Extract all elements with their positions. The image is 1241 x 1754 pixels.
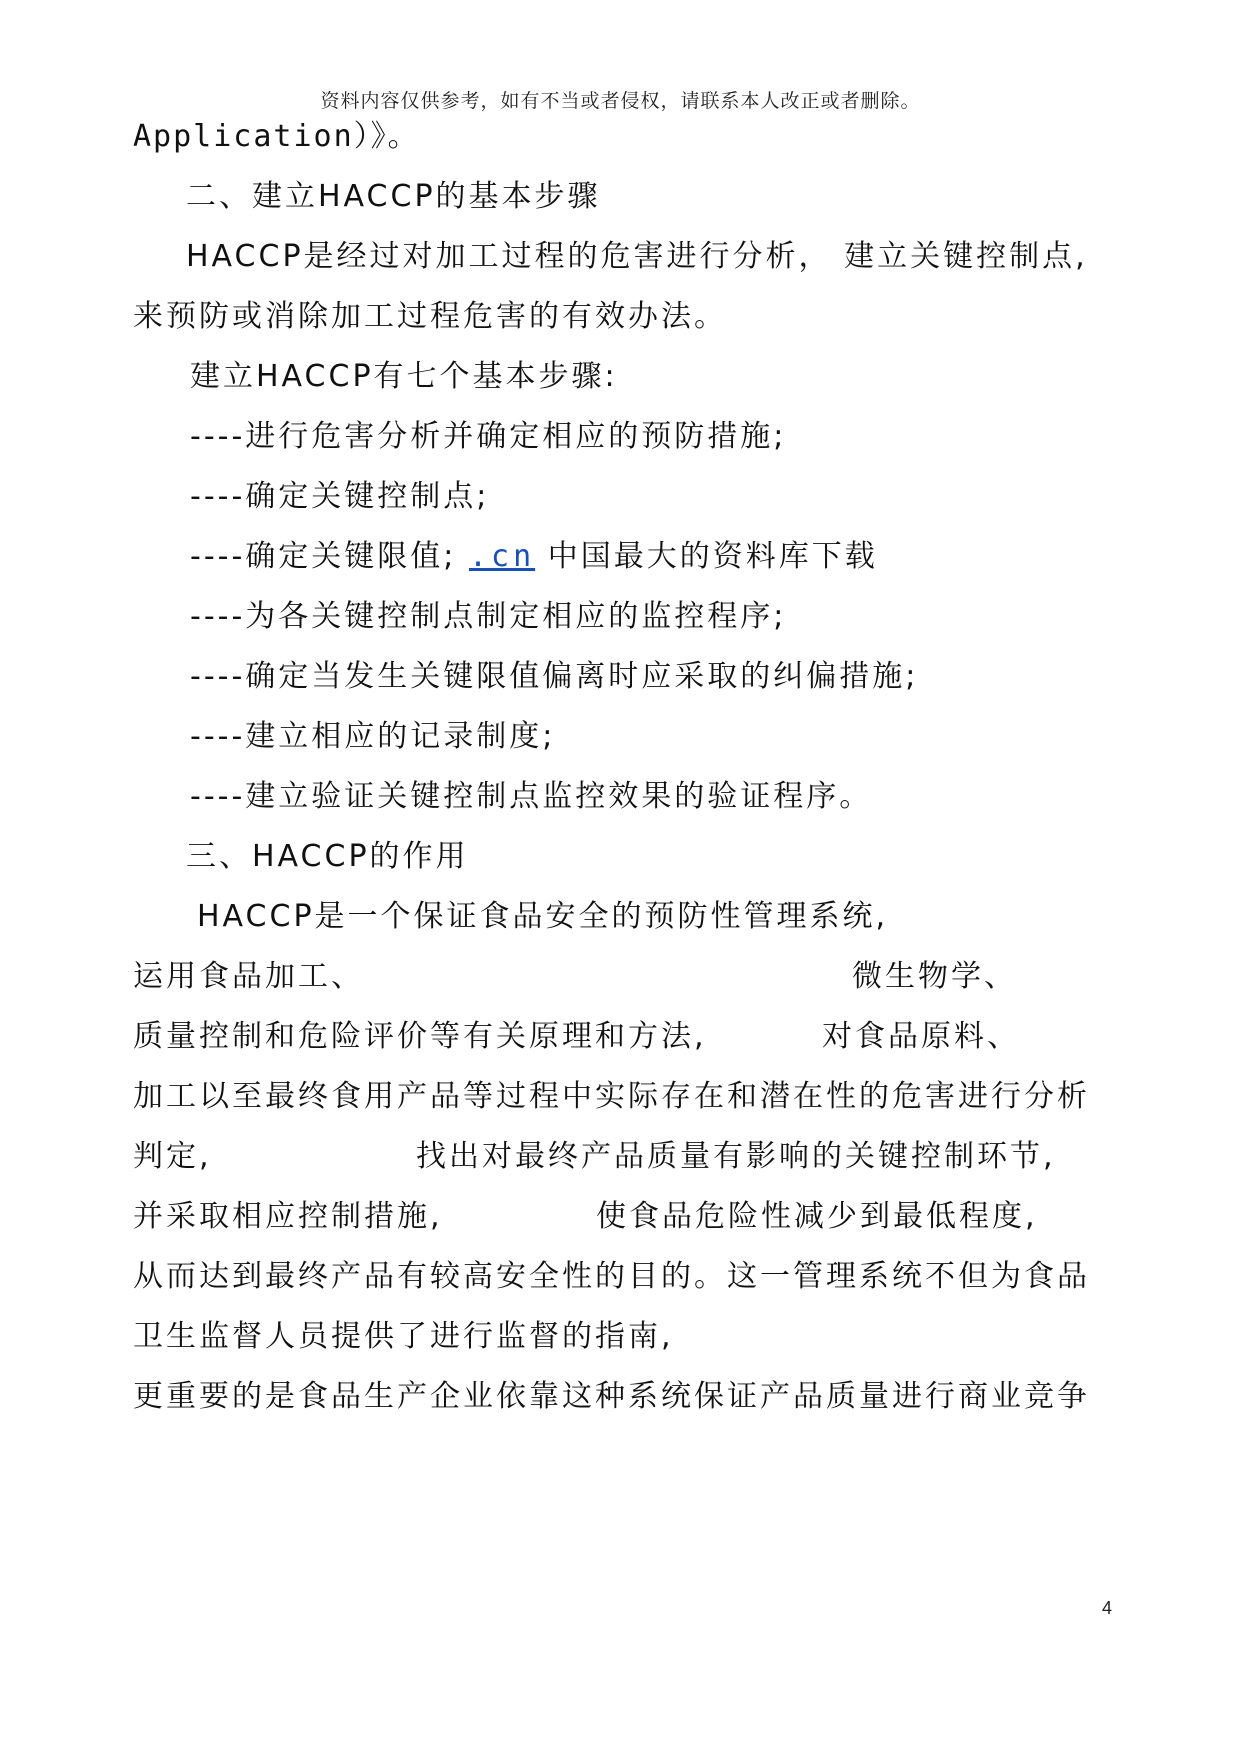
paragraph-line: 质量控制和危险评价等有关原理和方法, bbox=[133, 1019, 707, 1054]
step-item-with-link bbox=[190, 538, 878, 576]
text-line-application: Application）》。 bbox=[133, 119, 420, 154]
step-item: ----建立相应的记录制度; bbox=[190, 719, 556, 754]
step-item-text: ----确定关键限值; bbox=[190, 539, 457, 574]
paragraph-line: 找出对最终产品质量有影响的关键控制环节, bbox=[416, 1139, 1056, 1174]
paragraph-line: 使食品危险性减少到最低程度, bbox=[596, 1199, 1038, 1234]
domain-link[interactable]: .cn bbox=[468, 539, 536, 574]
paragraph-line: 判定, bbox=[133, 1139, 212, 1174]
step-item: ----为各关键控制点制定相应的监控程序; bbox=[190, 599, 787, 634]
paragraph-line: 更重要的是食品生产企业依靠这种系统保证产品质量进行商业竞争 bbox=[133, 1379, 1090, 1414]
step-item: ----建立验证关键控制点监控效果的验证程序。 bbox=[190, 779, 873, 814]
page-number: 4 bbox=[1102, 1598, 1113, 1618]
disclaimer-header: 资料内容仅供参考，如有不当或者侵权，请联系本人改正或者删除。 bbox=[320, 90, 921, 112]
paragraph-line: 对食品原料、 bbox=[822, 1019, 1020, 1054]
paragraph-line: HACCP是经过对加工过程的危害进行分析， 建立关键控制点, bbox=[186, 239, 1088, 274]
paragraph-line: 从而达到最终产品有较高安全性的目的。这一管理系统不但为食品 bbox=[133, 1259, 1090, 1294]
paragraph-line: 卫生监督人员提供了进行监督的指南, bbox=[133, 1319, 674, 1354]
step-item: ----确定当发生关键限值偏离时应采取的纠偏措施; bbox=[190, 659, 919, 694]
paragraph-line: HACCP是一个保证食品安全的预防性管理系统, bbox=[197, 899, 889, 934]
paragraph-line: 微生物学、 bbox=[852, 959, 1017, 994]
step-item: ----确定关键控制点; bbox=[190, 479, 490, 514]
paragraph-line: 运用食品加工、 bbox=[133, 959, 364, 994]
step-item: ----进行危害分析并确定相应的预防措施; bbox=[190, 419, 787, 454]
section-heading-role: 三、HACCP的作用 bbox=[186, 839, 469, 874]
paragraph-line: 来预防或消除加工过程危害的有效办法。 bbox=[133, 299, 727, 334]
section-heading-steps: 二、建立HACCP的基本步骤 bbox=[186, 179, 601, 214]
paragraph-line: 加工以至最终食用产品等过程中实际存在和潜在性的危害进行分析 bbox=[133, 1079, 1090, 1114]
paragraph-line: 建立HACCP有七个基本步骤: bbox=[190, 359, 618, 394]
paragraph-line: 并采取相应控制措施, bbox=[133, 1199, 443, 1234]
step-item-suffix: 中国最大的资料库下载 bbox=[547, 539, 878, 574]
